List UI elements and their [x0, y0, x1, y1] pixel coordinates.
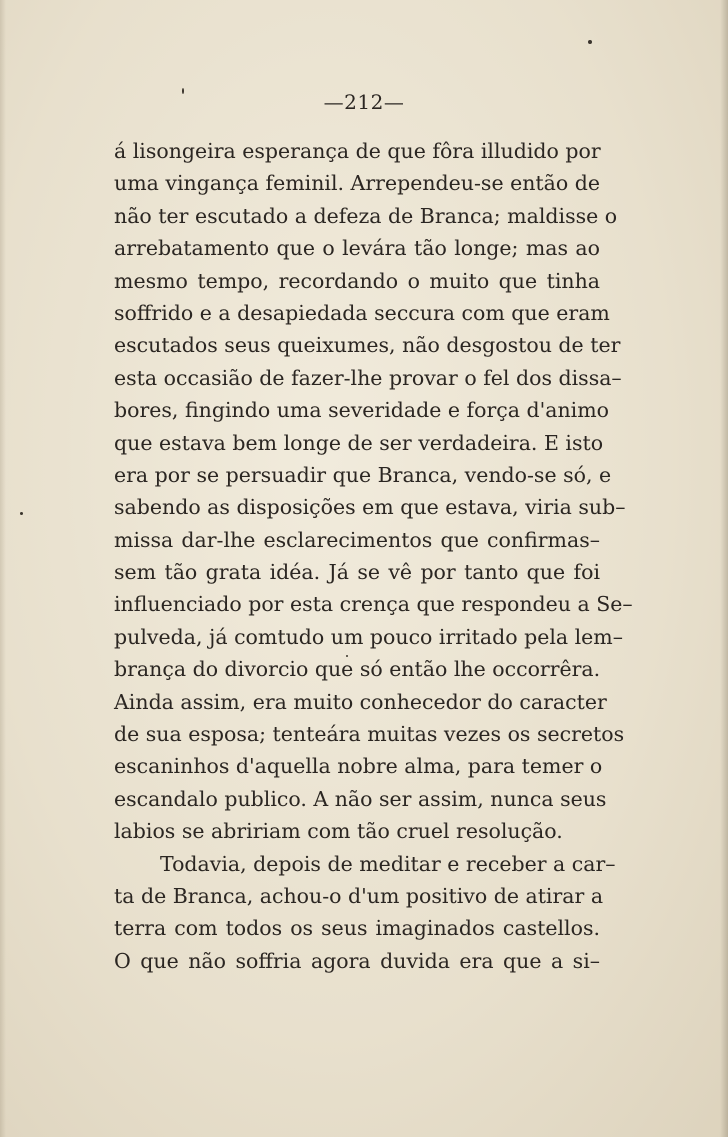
text-line: escaninhos d'aquella nobre alma, para temer o	[114, 754, 603, 779]
ink-speck	[20, 512, 23, 515]
text-line: não ter escutado a defeza de Branca; maldisse o	[114, 203, 618, 228]
text-line: missa dar-lhe esclarecimentos que confirmas–	[114, 527, 600, 552]
text-line: esta occasião de fazer-lhe provar o fel dos dissa–	[114, 365, 622, 390]
text-line: bores, fingindo uma severidade e força d'animo	[114, 398, 610, 423]
text-line: ta de Branca, achou-o d'um positivo de atirar a	[114, 883, 604, 908]
ink-speck	[588, 40, 592, 44]
text-line: arrebatamento que o levára tão longe; mas ao	[114, 236, 600, 261]
page-right-edge-shadow	[720, 0, 728, 1137]
text-line: sabendo as disposições em que estava, viria sub–	[114, 495, 626, 520]
body-text	[114, 135, 633, 977]
text-line: escutados seus queixumes, não desgostou de ter	[114, 333, 621, 358]
text-line: mesmo tempo, recordando o muito que tinha	[114, 268, 600, 293]
text-line: soffrido e a desapiedada seccura com que eram	[114, 300, 610, 325]
text-line: terra com todos os seus imaginados castellos.	[114, 916, 600, 941]
text-line: Ainda assim, era muito conhecedor do caracter	[114, 689, 607, 714]
text-line: uma vingança feminil. Arrependeu-se então de	[114, 171, 601, 196]
paragraph-end-line: labios se abririam com tão cruel resolução.	[114, 819, 563, 844]
text-line: era por se persuadir que Branca, vendo-se só, e	[114, 462, 612, 487]
text-line: á lisongeira esperança de que fôra illudido por	[114, 139, 601, 163]
text-line: que estava bem longe de ser verdadeira. E isto	[114, 430, 604, 455]
text-line: O que não soffria agora duvida era que a si–	[114, 948, 600, 973]
text-line: pulveda, já comtudo um pouco irritado pela lem–	[114, 624, 623, 649]
page-number: —212—	[323, 90, 405, 114]
text-line: brança do divorcio que só então lhe occorrêra.	[114, 657, 601, 682]
text-line: influenciado por esta crença que respondeu a Se–	[114, 592, 633, 617]
paragraph-start-line: Todavia, depois de meditar e receber a car–	[160, 851, 616, 876]
text-line: sem tão grata idéa. Já se vê por tanto que foi	[114, 560, 600, 585]
text-line: escandalo publico. A não ser assim, nunca seus	[114, 786, 607, 811]
text-line: de sua esposa; tenteára muitas vezes os secretos	[114, 722, 625, 747]
page-left-edge-shadow	[0, 0, 6, 1137]
